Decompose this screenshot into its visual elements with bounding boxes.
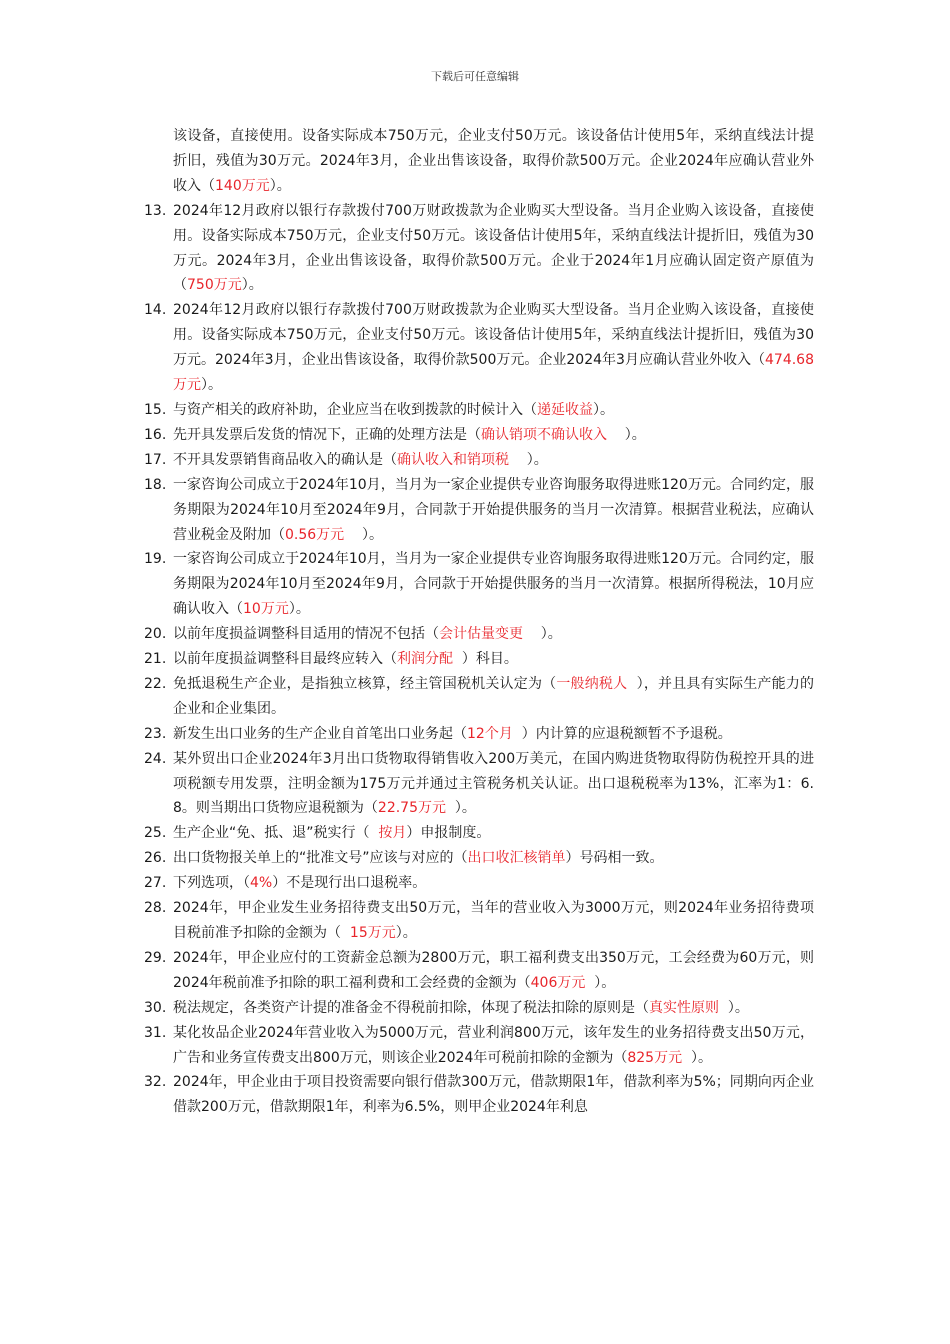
question-text-segment: ）内计算的应退税额暂不予退税。 xyxy=(512,725,732,742)
question-item xyxy=(144,846,814,871)
question-text-segment: 新发生出口业务的生产企业自首笔出口业务起（ xyxy=(173,725,467,742)
question-item xyxy=(144,423,814,448)
answer-text: 12个月 xyxy=(467,725,513,742)
question-text-segment: ）。 xyxy=(523,626,562,643)
question-item xyxy=(144,821,814,846)
question-text-segment: 不开具发票销售商品收入的确认是（ xyxy=(173,451,397,468)
answer-text: 递延收益 xyxy=(537,401,593,418)
answer-text: 确认收入和销项税 xyxy=(397,451,509,468)
question-text-segment: 2024年12月政府以银行存款拨付700万财政拨款为企业购买大型设备。当月企业购入该设备，直接使用。设备实际成本750万元，企业支付50万元。该设备估计使用5年，采纳直线法计提折旧，残值为30万元。2024年3月，企业出售该设备，取得价款500万元。企业于2024年1月应确认固定资产原值为（ xyxy=(173,202,814,294)
answer-text: 按月 xyxy=(378,825,407,842)
question-text-segment: ）。 xyxy=(344,526,383,543)
answer-text: 利润分配 xyxy=(397,651,453,668)
question-item xyxy=(144,647,814,672)
question-text-segment: 一家咨询公司成立于2024年10月，当月为一家企业提供专业咨询服务取得进账120万元。合同约定，服务期限为2024年10月至2024年9月，合同款于开始提供服务的当月一次清算。根据营业税法，应确认营业税金及附加（ xyxy=(173,476,814,543)
question-text-segment: 先开具发票后发货的情况下，正确的处理方法是（ xyxy=(173,426,481,443)
question-item xyxy=(144,473,814,548)
question-number: 27. xyxy=(144,875,167,892)
question-text xyxy=(173,298,814,398)
answer-text: 0.56万元 xyxy=(285,526,345,543)
question-text-segment: 以前年度损益调整科目适用的情况不包括（ xyxy=(173,626,439,643)
question-text-segment: ）。 xyxy=(585,974,616,991)
question-text xyxy=(173,547,814,622)
question-text xyxy=(173,398,814,423)
question-text xyxy=(173,821,814,846)
question-item xyxy=(144,896,814,946)
question-text-segment: ）。 xyxy=(607,426,646,443)
question-text-segment: ）。 xyxy=(682,1049,712,1066)
question-text xyxy=(173,473,814,548)
question-text-segment: ）。 xyxy=(446,800,476,817)
question-number: 26. xyxy=(144,850,167,867)
question-item xyxy=(144,996,814,1021)
question-number: 22. xyxy=(144,675,167,692)
answer-text: 15万元 xyxy=(349,925,396,941)
question-text-segment: ）科目。 xyxy=(453,651,518,668)
question-item xyxy=(144,298,814,398)
question-text-segment: ），并且具有实际生产能力的企业和企业集团。 xyxy=(173,675,815,717)
question-text-segment: ）。 xyxy=(719,999,749,1016)
question-text-segment: 以前年度损益调整科目最终应转入（ xyxy=(173,651,397,668)
question-text-segment: ）。 xyxy=(201,377,222,394)
question-text-segment: 2024年，甲企业由于项目投资需要向银行借款300万元，借款期限1年，借款利率为5%；同期向丙企业借款200万元，借款期限1年，利率为6.5%，则甲企业2024年利息 xyxy=(173,1074,814,1116)
answer-text: 一般纳税人 xyxy=(556,675,628,692)
question-text-segment: 2024年12月政府以银行存款拨付700万财政拨款为企业购买大型设备。当月企业购入该设备，直接使用。设备实际成本750万元，企业支付50万元。该设备估计使用5年，采纳直线法计提折旧，残值为30万元。2024年3月，企业出售该设备，取得价款500万元。企业2024年3月应确认营业外收入（ xyxy=(173,302,814,369)
question-number: 30. xyxy=(144,999,167,1016)
question-text xyxy=(173,896,814,946)
question-text xyxy=(173,871,814,896)
question-text-segment: 2024年，甲企业发生业务招待费支出50万元，当年的营业收入为3000万元，则2024年业务招待费项目税前准予扣除的金额为（ xyxy=(173,900,814,941)
question-item xyxy=(144,1021,814,1071)
answer-text: 4% xyxy=(250,875,273,892)
question-text xyxy=(173,747,814,822)
question-text-segment: 税法规定，各类资产计提的准备金不得税前扣除，体现了税法扣除的原则是（ xyxy=(173,999,649,1016)
question-text-segment: 下列选项，（ xyxy=(173,875,250,892)
question-text-segment: 该设备，直接使用。设备实际成本750万元，企业支付50万元。该设备估计使用5年，采纳直线法计提折旧，残值为30万元。2024年3月，企业出售该设备，取得价款500万元。企业2024年应确认营业外收入（ xyxy=(173,128,814,194)
answer-text: 真实性原则 xyxy=(649,999,719,1016)
question-number: 31. xyxy=(144,1024,167,1041)
question-text xyxy=(173,448,814,473)
question-text-segment: ）申报制度。 xyxy=(406,825,491,842)
question-text xyxy=(173,124,814,199)
question-text-segment: ）。 xyxy=(288,601,310,618)
answer-text: 会计估量变更 xyxy=(439,626,523,643)
question-item xyxy=(144,199,814,299)
question-text xyxy=(173,946,814,996)
question-text-segment: 2024年，甲企业应付的工资薪金总额为2800万元，职工福利费支出350万元，工会经费为60万元，则2024年税前准予扣除的职工福利费和工会经费的金额为（ xyxy=(173,949,814,991)
question-number: 13. xyxy=(144,202,167,219)
question-number: 16. xyxy=(144,426,167,443)
question-text-segment: ）。 xyxy=(395,925,417,941)
question-text xyxy=(173,996,814,1021)
question-number: 28. xyxy=(144,900,167,917)
question-text xyxy=(173,672,814,722)
question-item xyxy=(144,622,814,647)
question-text-segment: 某化妆品企业2024年营业收入为5000万元，营业利润800万元，该年发生的业务招待费支出50万元，广告和业务宣传费支出800万元，则该企业2024年可税前扣除的金额为（ xyxy=(173,1024,814,1066)
question-list xyxy=(144,124,814,1120)
question-text-segment: 与资产相关的政府补助，企业应当在收到拨款的时候计入（ xyxy=(173,401,537,418)
question-number: 18. xyxy=(144,476,167,493)
question-number: 32. xyxy=(144,1074,167,1091)
question-number: 29. xyxy=(144,949,167,966)
question-text-segment: 某外贸出口企业2024年3月出口货物取得销售收入200万美元，在国内购进货物取得防伪税控开具的进项税额专用发票，注明金额为175万元并通过主管税务机关认证。出口退税税率为13%，汇率为1：6.8。则当期出口货物应退税额为（ xyxy=(173,750,814,817)
question-number: 23. xyxy=(144,725,167,742)
question-text-segment: ）。 xyxy=(509,451,548,468)
question-number: 21. xyxy=(144,651,167,668)
question-item xyxy=(144,547,814,622)
question-item xyxy=(144,124,814,199)
question-item xyxy=(144,1070,814,1120)
question-text-segment: ）。 xyxy=(241,277,263,294)
question-number: 15. xyxy=(144,401,167,418)
question-text xyxy=(173,1070,814,1120)
question-text-segment: 免抵退税生产企业，是指独立核算，经主管国税机关认定为（ xyxy=(173,675,557,692)
question-item xyxy=(144,672,814,722)
question-number: 14. xyxy=(144,302,167,319)
page-header: 下载后可任意编辑 xyxy=(431,70,519,83)
answer-text: 140万元 xyxy=(215,177,270,194)
question-text xyxy=(173,722,814,747)
answer-text: 474.68万元 xyxy=(173,352,814,394)
question-item xyxy=(144,398,814,423)
answer-text: 750万元 xyxy=(187,277,242,294)
question-text xyxy=(173,647,814,672)
question-text-segment: ）不是现行出口退税率。 xyxy=(272,875,427,892)
question-item xyxy=(144,722,814,747)
question-text-segment: ）号码相一致。 xyxy=(565,850,664,867)
question-number: 17. xyxy=(144,451,167,468)
question-number: 20. xyxy=(144,626,167,643)
question-number: 25. xyxy=(144,825,167,842)
question-item xyxy=(144,871,814,896)
question-text-segment: ）。 xyxy=(593,401,614,418)
question-text xyxy=(173,622,814,647)
question-text-segment: 出口货物报关单上的“批准文号”应该与对应的（ xyxy=(173,850,468,867)
answer-text: 22.75万元 xyxy=(377,800,447,817)
question-text xyxy=(173,423,814,448)
question-text-segment: ）。 xyxy=(269,177,291,194)
answer-text: 10万元 xyxy=(243,601,289,618)
question-text-segment: 一家咨询公司成立于2024年10月，当月为一家企业提供专业咨询服务取得进账120万元。合同约定，服务期限为2024年10月至2024年9月，合同款于开始提供服务的当月一次清算。根据所得税法，10月应确认收入（ xyxy=(173,551,814,618)
question-text xyxy=(173,199,814,299)
answer-text: 出口收汇核销单 xyxy=(467,850,566,867)
question-number: 19. xyxy=(144,551,167,568)
question-text xyxy=(173,1021,814,1071)
question-item xyxy=(144,747,814,822)
question-number: 24. xyxy=(144,750,167,767)
question-item xyxy=(144,946,814,996)
question-item xyxy=(144,448,814,473)
answer-text: 确认销项不确认收入 xyxy=(481,426,607,443)
answer-text: 406万元 xyxy=(530,974,586,991)
question-number xyxy=(144,124,173,199)
question-text xyxy=(173,846,814,871)
question-text-segment: 生产企业“免、抵、退”税实行（ xyxy=(173,825,379,842)
answer-text: 825万元 xyxy=(627,1049,683,1066)
